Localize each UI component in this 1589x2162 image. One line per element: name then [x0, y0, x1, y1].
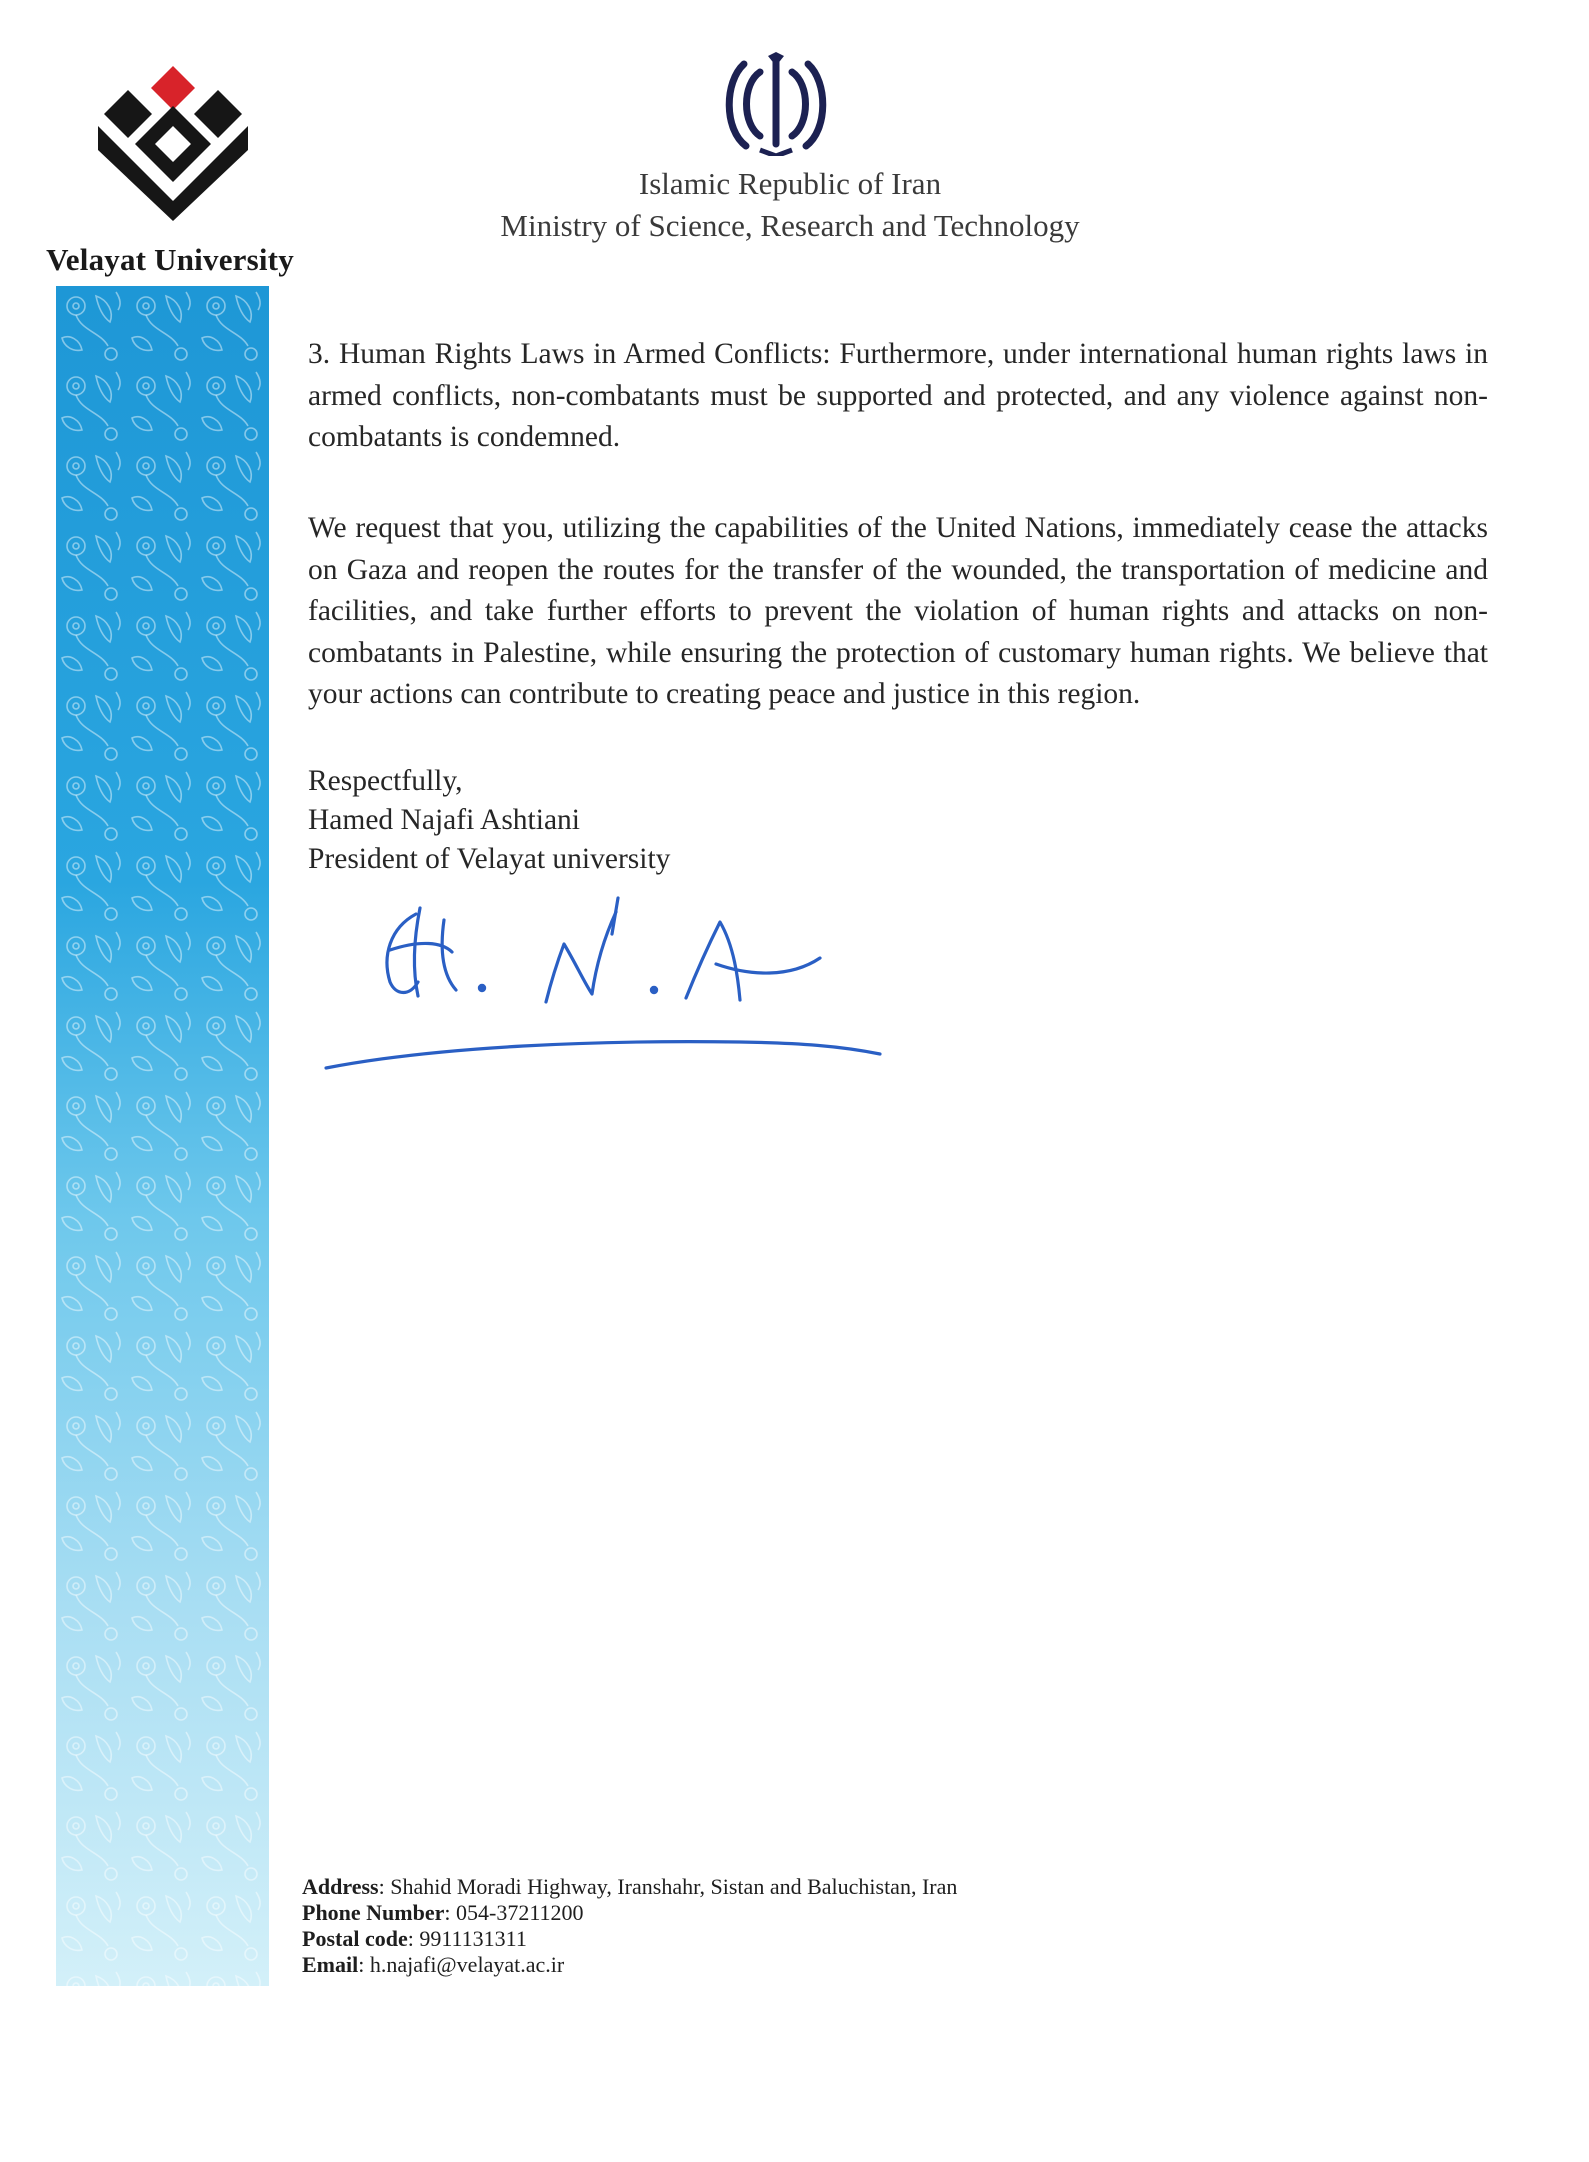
- footer-phone: Phone Number: 054-37211200: [302, 1900, 584, 1925]
- handwritten-signature: [320, 878, 960, 1098]
- closing-salutation: Respectfully,: [308, 765, 463, 797]
- university-name: Velayat University: [46, 242, 294, 277]
- footer-email: Email: h.najafi@velayat.ac.ir: [302, 1952, 565, 1977]
- signatory-name: Hamed Najafi Ashtiani: [308, 804, 580, 836]
- footer-address: Address: Shahid Moradi Highway, Iranshahr, Sistan and Baluchistan, Iran: [302, 1874, 958, 1899]
- header-country: Islamic Republic of Iran: [638, 166, 942, 201]
- university-logo-icon: [98, 66, 248, 221]
- header-ministry: Ministry of Science, Research and Technology: [500, 208, 1080, 243]
- body-paragraph: 3. Human Rights Laws in Armed Conflicts: Furthermore, under international human rights laws in armed conflicts, non-combatants must be supported and protected, and any violence against non-combatants is condemned.: [308, 338, 1488, 453]
- footer-postal-code: Postal code: 9911131311: [302, 1926, 527, 1951]
- signatory-title: President of Velayat university: [308, 843, 671, 875]
- national-emblem-icon: [720, 52, 832, 156]
- body-paragraph: We request that you, utilizing the capabilities of the United Nations, immediately cease the attacks on Gaza and reopen the routes for the transfer of the wounded, the transportation of medicine and facilities, and take further efforts to prevent the violation of human rights and attacks on non-combatants in Palestine, while ensuring the protection of customary human rights. We believe that your actions can contribute to creating peace and justice in this region.: [308, 512, 1488, 710]
- decorative-floral-band: [56, 286, 269, 1986]
